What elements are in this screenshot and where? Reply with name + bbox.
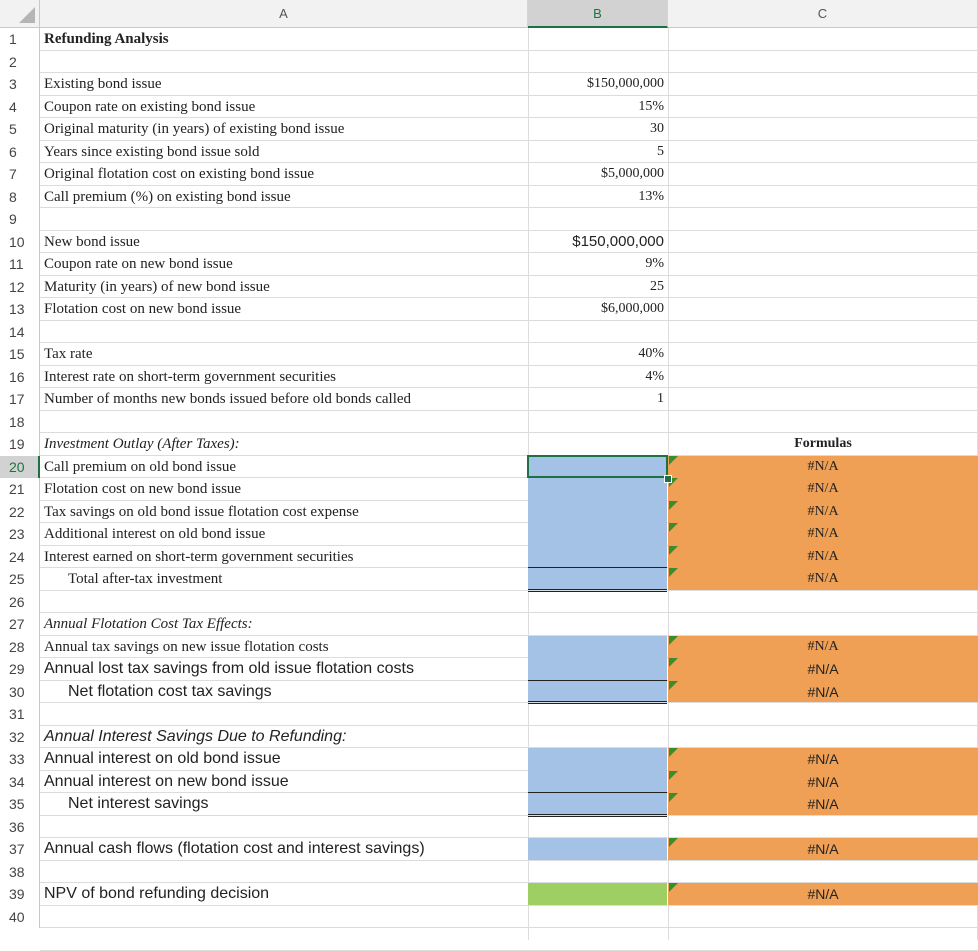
cell-c21[interactable]: #N/A [807, 481, 839, 496]
total-double-border [528, 814, 667, 817]
row-header-8[interactable]: 8 [0, 186, 40, 209]
row-header-35[interactable]: 35 [0, 793, 40, 816]
cell-a10[interactable]: New bond issue [44, 233, 140, 250]
cell-b10[interactable]: $150,000,000 [572, 232, 664, 250]
row-header-33[interactable]: 33 [0, 748, 40, 771]
row-gridline [40, 72, 978, 73]
row-header-32[interactable]: 32 [0, 726, 40, 749]
row-header-14[interactable]: 14 [0, 321, 40, 344]
cell-a17[interactable]: Number of months new bonds issued before old bonds called [44, 391, 412, 407]
cell-a28[interactable]: Annual tax savings on new issue flotation costs [44, 638, 329, 655]
cell-b5[interactable]: 30 [650, 121, 664, 136]
cell-a19[interactable]: Investment Outlay (After Taxes): [44, 436, 240, 452]
input-fill-interest [528, 748, 667, 815]
row-header-27[interactable]: 27 [0, 613, 40, 636]
row-gridline [40, 927, 978, 928]
row-gridline [40, 50, 978, 51]
row-header-26[interactable]: 26 [0, 591, 40, 614]
cell-b4[interactable]: 15% [638, 98, 664, 114]
subtotal-border-top [528, 680, 667, 681]
cell-b7[interactable]: $5,000,000 [601, 166, 664, 181]
cell-a21[interactable]: Flotation cost on new bond issue [44, 481, 242, 497]
input-fill-flotation [528, 636, 667, 703]
row-header-23[interactable]: 23 [0, 523, 40, 546]
total-double-border [528, 701, 667, 704]
row-header-16[interactable]: 16 [0, 366, 40, 389]
cell-b17[interactable]: 1 [657, 391, 664, 406]
cell-a6[interactable]: Years since existing bond issue sold [44, 143, 260, 160]
cell-a24[interactable]: Interest earned on short-term government securities [44, 548, 354, 565]
select-all-icon [19, 7, 35, 23]
fill-handle[interactable] [664, 475, 672, 483]
npv-fill [528, 883, 667, 905]
row-header-38[interactable]: 38 [0, 861, 40, 884]
active-cell-border [527, 455, 668, 478]
cell-a33[interactable]: Annual interest on old bond issue [44, 750, 281, 767]
row-header-12[interactable]: 12 [0, 276, 40, 299]
cell-c19[interactable]: Formulas [794, 436, 852, 451]
subtotal-border-top [528, 567, 667, 568]
row-header-7[interactable]: 7 [0, 163, 40, 186]
cell-b11[interactable]: 9% [645, 256, 664, 271]
row-header-19[interactable]: 19 [0, 433, 40, 456]
input-fill-cash-flows [528, 838, 667, 860]
cell-a37[interactable]: Annual cash flows (flotation cost and interest savings) [44, 840, 425, 857]
cell-a13[interactable]: Flotation cost on new bond issue [44, 301, 242, 317]
column-header-b[interactable]: B [528, 0, 668, 28]
row-header-17[interactable]: 17 [0, 388, 40, 411]
cell-c33[interactable]: #N/A [807, 751, 839, 767]
cell-b13[interactable]: $6,000,000 [601, 301, 664, 316]
row-header-29[interactable]: 29 [0, 658, 40, 681]
cell-a20[interactable]: Call premium on old bond issue [44, 458, 237, 475]
cell-a8[interactable]: Call premium (%) on existing bond issue [44, 188, 291, 205]
row-header-39[interactable]: 39 [0, 883, 40, 906]
row-gridline [40, 950, 978, 951]
cell-a16[interactable]: Interest rate on short-term government securities [44, 368, 336, 385]
row-header-3[interactable]: 3 [0, 73, 40, 96]
cell-c34[interactable]: #N/A [807, 773, 839, 790]
row-header-9[interactable]: 9 [0, 208, 40, 231]
cell-a7[interactable]: Original flotation cost on existing bond issue [44, 166, 314, 182]
cell-c30[interactable]: #N/A [807, 683, 839, 700]
row-header-2[interactable]: 2 [0, 51, 40, 74]
row-header-11[interactable]: 11 [0, 253, 40, 276]
cell-a11[interactable]: Coupon rate on new bond issue [44, 256, 233, 272]
cell-a23[interactable]: Additional interest on old bond issue [44, 526, 266, 542]
cell-c39[interactable]: #N/A [807, 886, 839, 902]
cell-b12[interactable]: 25 [650, 278, 664, 294]
row-header-20[interactable]: 20 [0, 456, 40, 479]
row-header-5[interactable]: 5 [0, 118, 40, 141]
row-header-21[interactable]: 21 [0, 478, 40, 501]
cell-a30[interactable]: Net flotation cost tax savings [68, 682, 272, 700]
cell-a32[interactable]: Annual Interest Savings Due to Refunding: [44, 727, 347, 745]
cell-a3[interactable]: Existing bond issue [44, 76, 162, 92]
cell-c20[interactable]: #N/A [807, 458, 839, 474]
cell-a34[interactable]: Annual interest on new bond issue [44, 772, 289, 790]
cell-a27[interactable]: Annual Flotation Cost Tax Effects: [44, 616, 253, 632]
cell-a29[interactable]: Annual lost tax savings from old issue flotation costs [44, 660, 414, 677]
cell-a5[interactable]: Original maturity (in years) of existing bond issue [44, 121, 345, 137]
row-header-34[interactable]: 34 [0, 771, 40, 794]
cell-c23[interactable]: #N/A [807, 526, 839, 541]
row-gridline [40, 342, 978, 343]
cell-b15[interactable]: 40% [638, 346, 664, 361]
cell-c22[interactable]: #N/A [807, 503, 839, 519]
row-header-25[interactable]: 25 [0, 568, 40, 591]
row-header-10[interactable]: 10 [0, 231, 40, 254]
total-double-border [528, 589, 667, 592]
cell-c37[interactable]: #N/A [807, 841, 839, 857]
subtotal-border-top [528, 792, 667, 793]
cell-c35[interactable]: #N/A [807, 796, 839, 812]
row-header-6[interactable]: 6 [0, 141, 40, 164]
cell-a4[interactable]: Coupon rate on existing bond issue [44, 98, 256, 115]
cell-b8[interactable]: 13% [638, 188, 664, 204]
cell-a1[interactable]: Refunding Analysis [44, 31, 169, 47]
row-header-18[interactable]: 18 [0, 411, 40, 434]
cell-a35[interactable]: Net interest savings [68, 795, 209, 812]
row-gridline [40, 230, 978, 231]
row-header-13[interactable]: 13 [0, 298, 40, 321]
row-header-1[interactable]: 1 [0, 28, 40, 51]
cell-b16[interactable]: 4% [645, 368, 664, 384]
row-header-40[interactable]: 40 [0, 906, 40, 929]
row-header-30[interactable]: 30 [0, 681, 40, 704]
row-header-36[interactable]: 36 [0, 816, 40, 839]
row-header-31[interactable]: 31 [0, 703, 40, 726]
column-header-a[interactable]: A [40, 0, 528, 28]
cell-b6[interactable]: 5 [657, 143, 664, 159]
cell-a12[interactable]: Maturity (in years) of new bond issue [44, 278, 270, 295]
row-header-4[interactable]: 4 [0, 96, 40, 119]
cell-c28[interactable]: #N/A [807, 638, 839, 654]
cell-a25[interactable]: Total after-tax investment [68, 571, 223, 587]
row-header-28[interactable]: 28 [0, 636, 40, 659]
row-header-15[interactable]: 15 [0, 343, 40, 366]
cell-a22[interactable]: Tax savings on old bond issue flotation cost expense [44, 503, 359, 520]
row-header-24[interactable]: 24 [0, 546, 40, 569]
cell-c24[interactable]: #N/A [807, 548, 839, 564]
select-all-corner[interactable] [0, 0, 40, 28]
column-header-c[interactable]: C [668, 0, 978, 28]
row-header-22[interactable]: 22 [0, 501, 40, 524]
cell-c25[interactable]: #N/A [807, 571, 839, 586]
row-header-37[interactable]: 37 [0, 838, 40, 861]
cell-c29[interactable]: #N/A [807, 661, 839, 677]
cell-a39[interactable]: NPV of bond refunding decision [44, 885, 270, 902]
cell-a15[interactable]: Tax rate [44, 346, 93, 362]
cell-b3[interactable]: $150,000,000 [587, 76, 664, 91]
